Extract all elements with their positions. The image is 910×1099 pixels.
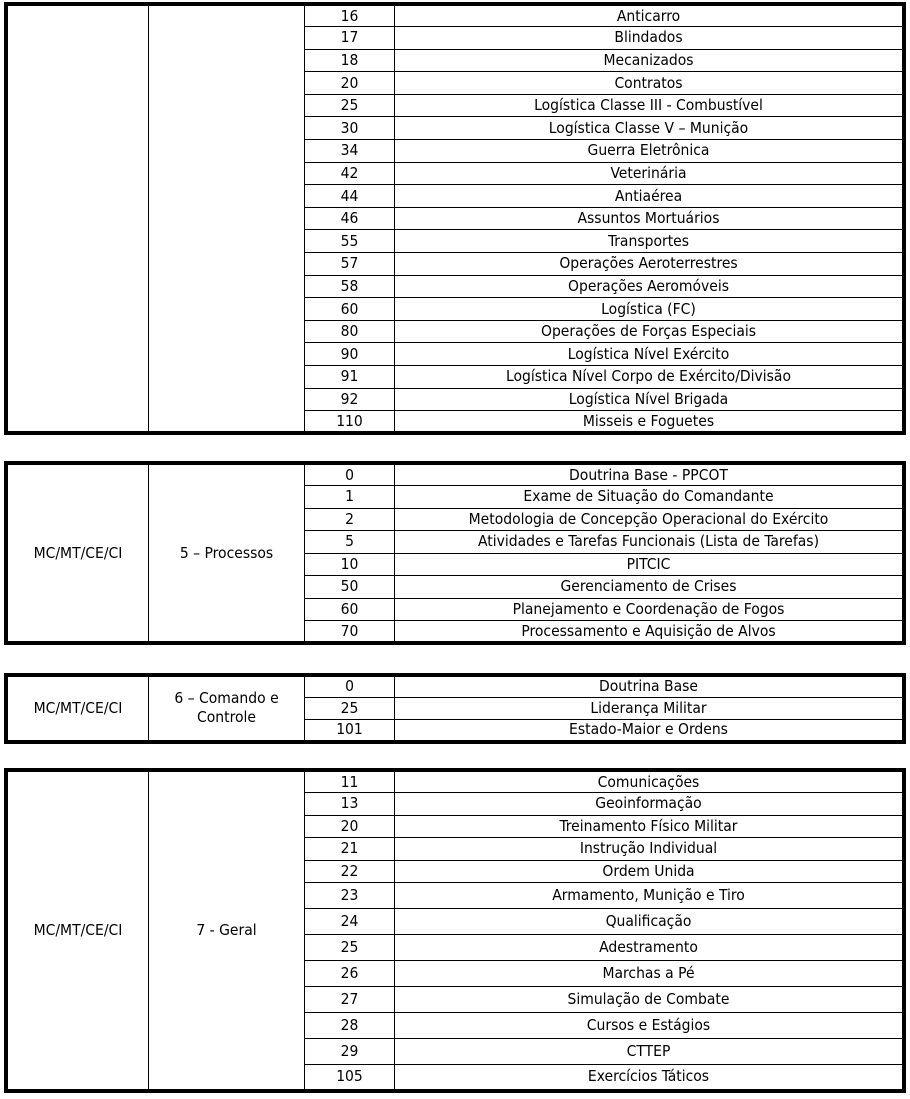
code-cell: 10 [305,553,395,576]
title-cell: Liderança Militar [395,697,905,719]
code-cell: 5 [305,531,395,554]
code-cell: 20 [305,72,395,95]
section-rows [6,463,904,643]
code-cell: 1 [305,486,395,509]
code-cell: 29 [305,1039,395,1065]
table-row [6,4,904,27]
code-cell: 22 [305,860,395,883]
code-cell: 44 [305,185,395,208]
title-cell: Metodologia de Concepção Operacional do Exército [395,508,905,531]
code-cell: 34 [305,140,395,163]
title-cell: Marchas a Pé [395,961,905,987]
code-cell: 13 [305,793,395,816]
title-cell: Guerra Eletrônica [395,140,905,163]
title-cell: PITCIC [395,553,905,576]
code-cell: 25 [305,697,395,719]
code-cell: 26 [305,961,395,987]
code-cell: 91 [305,366,395,389]
code-cell: 60 [305,298,395,321]
title-cell: Contratos [395,72,905,95]
code-cell: 46 [305,207,395,230]
title-cell: Exercícios Táticos [395,1065,905,1091]
title-cell: Blindados [395,27,905,50]
title-cell: Processamento e Aquisição de Alvos [395,621,905,644]
title-cell: Misseis e Foguetes [395,411,905,434]
title-cell: Veterinária [395,162,905,185]
title-cell: Adestramento [395,935,905,961]
title-cell: Transportes [395,230,905,253]
table-row [6,675,904,697]
title-cell: Logística Classe III - Combustível [395,94,905,117]
code-cell: 17 [305,27,395,50]
title-cell: Estado-Maior e Ordens [395,720,905,742]
title-cell: Ordem Unida [395,860,905,883]
code-cell: 58 [305,275,395,298]
title-cell: Armamento, Munição e Tiro [395,883,905,909]
section-rows [6,4,904,433]
code-cell: 0 [305,463,395,486]
manual-table-section-4 [4,768,906,1093]
title-cell: Doutrina Base [395,675,905,697]
title-cell: Operações Aeromóveis [395,275,905,298]
manual-table-section-3 [4,673,906,744]
code-cell: 25 [305,935,395,961]
code-cell: 27 [305,987,395,1013]
code-cell: 70 [305,621,395,644]
category-cell: 6 – Comando e Controle [149,675,305,742]
title-cell: Antiaérea [395,185,905,208]
code-cell: 28 [305,1013,395,1039]
title-cell: Logística Nível Brigada [395,388,905,411]
code-cell: 30 [305,117,395,140]
table-row [6,463,904,486]
code-cell: 110 [305,411,395,434]
code-cell: 0 [305,675,395,697]
title-cell: Doutrina Base - PPCOT [395,463,905,486]
code-cell: 57 [305,253,395,276]
title-cell: Assuntos Mortuários [395,207,905,230]
code-cell: 55 [305,230,395,253]
code-cell: 16 [305,4,395,27]
section-rows [6,770,904,1091]
title-cell: Exame de Situação do Comandante [395,486,905,509]
code-cell: 23 [305,883,395,909]
title-cell: Simulação de Combate [395,987,905,1013]
title-cell: CTTEP [395,1039,905,1065]
title-cell: Logística (FC) [395,298,905,321]
code-cell: 80 [305,320,395,343]
code-cell: 24 [305,909,395,935]
section-rows [6,675,904,742]
group-cell: MC/MT/CE/CI [6,463,149,643]
title-cell: Logística Classe V – Munição [395,117,905,140]
code-cell: 20 [305,815,395,838]
code-cell: 60 [305,598,395,621]
title-cell: Operações de Forças Especiais [395,320,905,343]
manual-table-section-1 [4,2,906,435]
group-cell: MC/MT/CE/CI [6,770,149,1091]
code-cell: 42 [305,162,395,185]
code-cell: 2 [305,508,395,531]
title-cell: Atividades e Tarefas Funcionais (Lista de Tarefas) [395,531,905,554]
title-cell: Comunicações [395,770,905,793]
code-cell: 50 [305,576,395,599]
code-cell: 21 [305,838,395,861]
group-cell [6,4,149,433]
table-row [6,770,904,793]
title-cell: Treinamento Físico Militar [395,815,905,838]
category-cell: 5 – Processos [149,463,305,643]
title-cell: Logística Nível Exército [395,343,905,366]
code-cell: 101 [305,720,395,742]
title-cell: Gerenciamento de Crises [395,576,905,599]
category-cell: 7 - Geral [149,770,305,1091]
code-cell: 105 [305,1065,395,1091]
title-cell: Instrução Individual [395,838,905,861]
manual-table-section-2 [4,461,906,645]
title-cell: Qualificação [395,909,905,935]
code-cell: 18 [305,49,395,72]
title-cell: Planejamento e Coordenação de Fogos [395,598,905,621]
title-cell: Anticarro [395,4,905,27]
title-cell: Geoinformação [395,793,905,816]
code-cell: 11 [305,770,395,793]
title-cell: Operações Aeroterrestres [395,253,905,276]
title-cell: Mecanizados [395,49,905,72]
code-cell: 25 [305,94,395,117]
category-cell [149,4,305,433]
title-cell: Cursos e Estágios [395,1013,905,1039]
title-cell: Logística Nível Corpo de Exército/Divisão [395,366,905,389]
code-cell: 92 [305,388,395,411]
code-cell: 90 [305,343,395,366]
group-cell: MC/MT/CE/CI [6,675,149,742]
